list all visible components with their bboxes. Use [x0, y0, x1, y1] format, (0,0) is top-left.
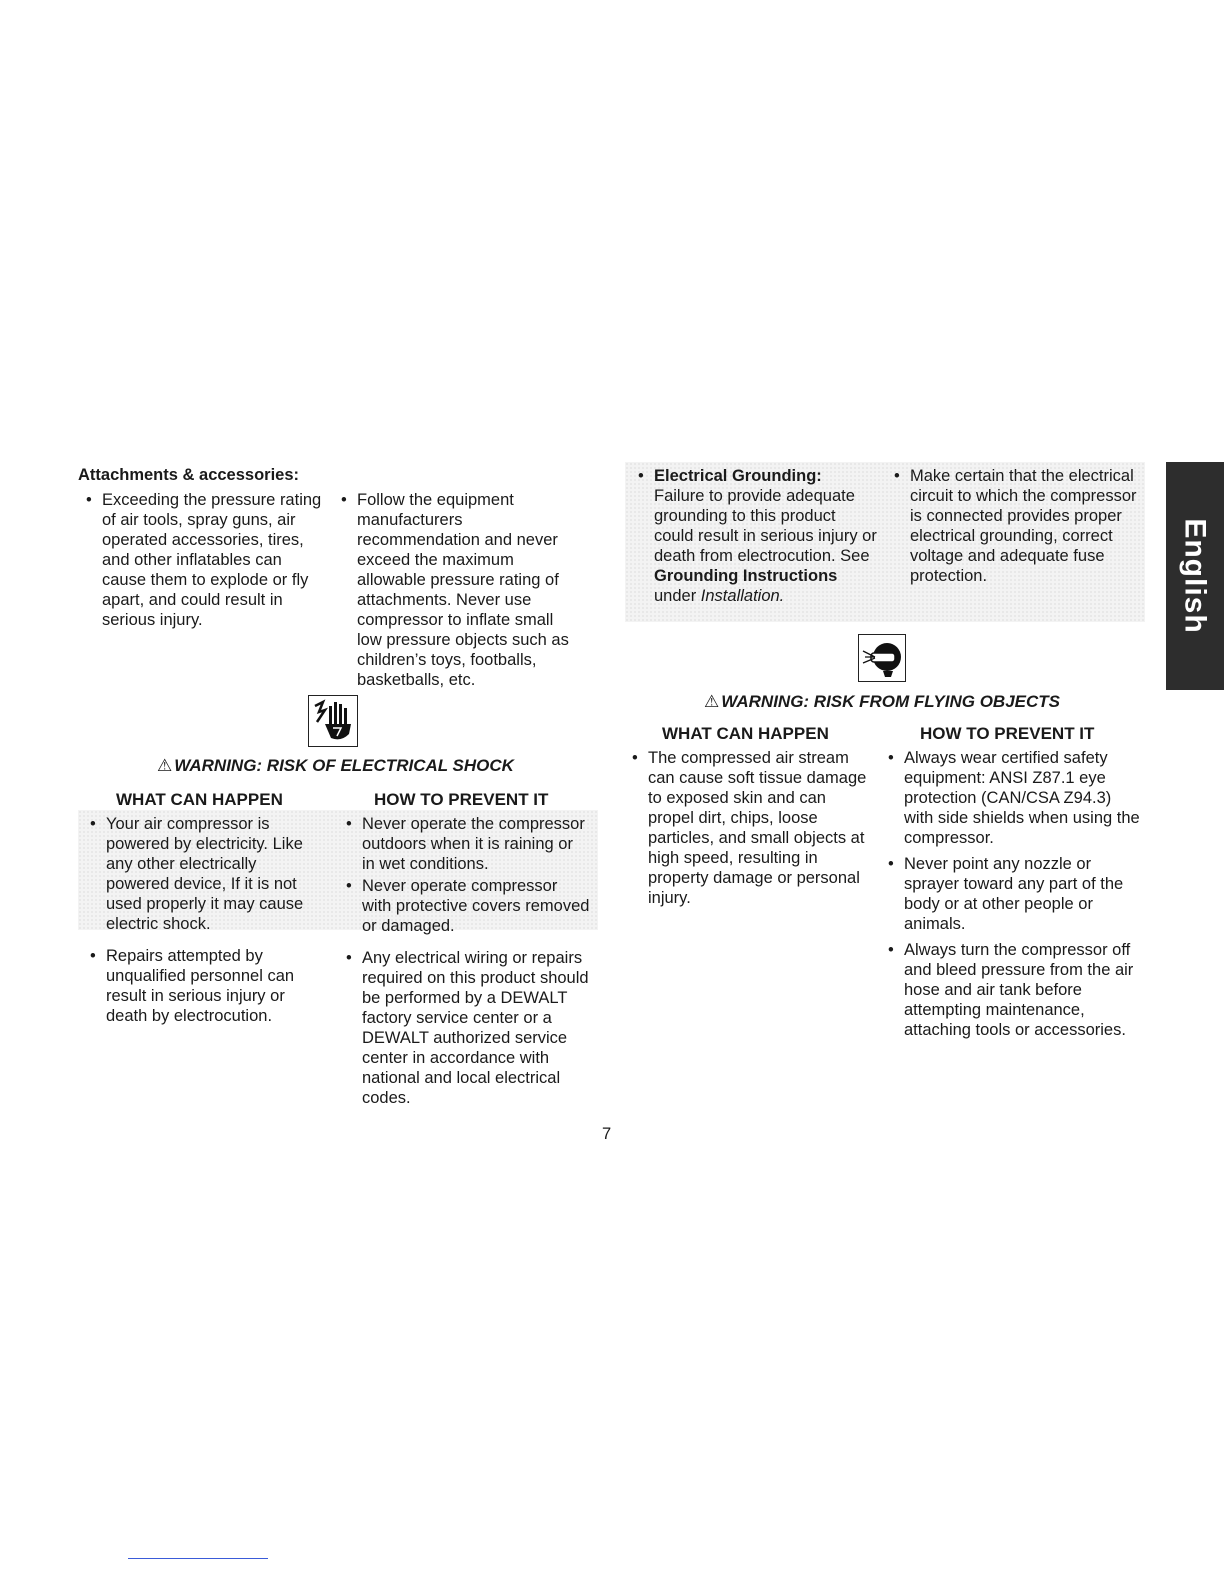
list-item: • Your air compressor is powered by electricity. Like any other electrically powered device, If it is not used properly it may cause electric shock.: [84, 814, 324, 934]
flying-how-heading: HOW TO PREVENT IT: [920, 724, 1095, 743]
attachments-list-left: [80, 490, 325, 636]
safety-goggles-icon: [858, 634, 906, 682]
shock-how-heading: HOW TO PREVENT IT: [374, 790, 549, 809]
page-number: 7: [602, 1125, 612, 1143]
list-item: • Never point any nozzle or sprayer toward any part of the body or at other people or animals.: [882, 854, 1142, 934]
grounding-left: [632, 466, 877, 612]
flying-how-list: [882, 748, 1142, 1046]
warning-triangle-icon: ⚠: [157, 756, 173, 775]
list-item: • Exceeding the pressure rating of air tools, spray guns, air operated accessories, tires, and other inflatables can cause them to explode or fly apart, and could result in serious injury.: [80, 490, 325, 630]
list-item: • Never operate compressor with protective covers removed or damaged.: [340, 876, 590, 936]
list-item: • Any electrical wiring or repairs required on this product should be performed by a DEWALT factory service center or a DEWALT authorized service center in accordance with national and local electrical codes.: [340, 948, 590, 1108]
installation-reference: Installation.: [700, 587, 785, 605]
list-item: • Follow the equipment manufacturers recommendation and never exceed the maximum allowable pressure rating of attachments. Never use compressor to inflate small low pressure objects such as children’s toys, footballs, basketballs, etc.: [335, 490, 575, 690]
attachments-list-right: [335, 490, 575, 696]
grounding-reference: Grounding Instructions: [654, 567, 838, 585]
attachments-heading: Attachments & accessories:: [78, 466, 300, 484]
shock-what-heading: WHAT CAN HAPPEN: [116, 790, 283, 809]
footer-rule: [128, 1558, 268, 1559]
list-item: • Always wear certified safety equipment: ANSI Z87.1 eye protection (CAN/CSA Z94.3) with side shields when using the compressor.: [882, 748, 1142, 848]
flying-warning-title: ⚠ WARNING: RISK FROM FLYING OBJECTS: [704, 692, 1060, 711]
grounding-title: Electrical Grounding:: [654, 467, 822, 485]
list-item: • The compressed air stream can cause soft tissue damage to exposed skin and can propel dirt, chips, loose particles, and small objects at high speed, resulting in property damage or personal injury.: [626, 748, 871, 908]
list-item: • Make certain that the electrical circuit to which the compressor is connected provides proper electrical grounding, correct voltage and adequate fuse protection.: [888, 466, 1143, 586]
shock-what-list: [84, 814, 324, 1032]
flying-what-heading: WHAT CAN HAPPEN: [662, 724, 829, 743]
grounding-right: [888, 466, 1143, 592]
list-item: • Always turn the compressor off and bleed pressure from the air hose and air tank before attempting maintenance, attaching tools or accessories.: [882, 940, 1142, 1040]
language-side-tab: English: [1166, 462, 1224, 690]
grounding-item: • Electrical Grounding: Failure to provide adequate grounding to this product could result in serious injury or death from electrocution. See Grounding Instructions under Installation.: [632, 466, 877, 606]
shock-how-list: [340, 814, 590, 1114]
list-item: • Never operate the compressor outdoors when it is raining or in wet conditions.: [340, 814, 590, 874]
electric-shock-hand-icon: [308, 695, 358, 747]
flying-what-list: [626, 748, 871, 914]
shock-warning-title: ⚠ WARNING: RISK OF ELECTRICAL SHOCK: [157, 756, 514, 775]
list-item: • Repairs attempted by unqualified personnel can result in serious injury or death by electrocution.: [84, 946, 324, 1026]
warning-triangle-icon: ⚠: [704, 692, 720, 711]
